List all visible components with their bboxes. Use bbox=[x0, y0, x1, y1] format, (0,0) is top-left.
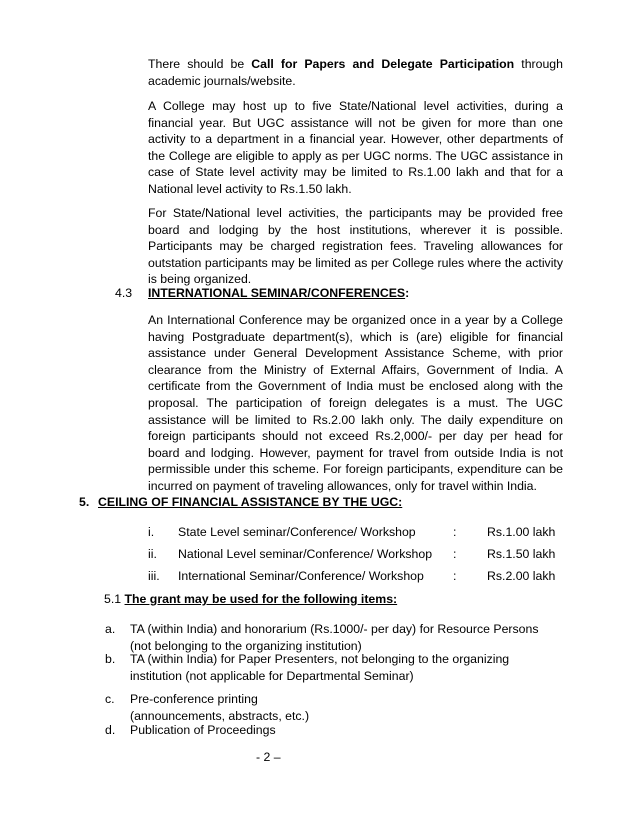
page-number: - 2 – bbox=[256, 750, 281, 764]
grant-item-line: TA (within India) and honorarium (Rs.1000/- per day) for Resource Persons bbox=[130, 622, 539, 636]
section-4-3-heading bbox=[148, 285, 409, 302]
ceiling-row-label: International Seminar/Conference/ Workshop bbox=[178, 569, 424, 583]
ceiling-row-amount: Rs.2.00 lakh bbox=[487, 569, 556, 583]
p1-text-before: There should be bbox=[148, 57, 252, 71]
international-conference-paragraph: An International Conference may be organized once in a year by a College having Postgraduate department(s), which is (are) eligible for financial assistance under General Development Assistance Scheme, with prior clearance from the Ministry of External Affairs, Government of India. A certificate from the Government of India must be enclosed along with the proposal. The participation of foreign delegates is a must. The UGC assistance will be limited to Rs.2.00 lakh only. The daily expenditure on foreign participants should not exceed Rs.2,000/- per day per head for board and lodging. However, payment for travel from outside India is not permissible under this scheme. For foreign participants, expenditure can be incurred on payment of traveling allowances, only for travel within India. bbox=[148, 313, 563, 493]
grant-item bbox=[130, 651, 509, 684]
state-national-limit-paragraph: A College may host up to five State/National level activities, during a financial year. But UGC assistance will not be given for more than one activity to a department in a financial year. However, other departments of the College are eligible to apply as per UGC norms. The UGC assistance in case of State level activity may be limited to Rs.1.00 lakh and that for a National level activity to Rs.1.50 lakh. bbox=[148, 99, 563, 196]
grant-item bbox=[130, 691, 309, 724]
call-for-papers-paragraph bbox=[148, 56, 563, 89]
ceiling-row-separator: : bbox=[453, 547, 457, 561]
section-5-1-heading-text: The grant may be used for the following items: bbox=[124, 592, 398, 606]
ceiling-row-number: i. bbox=[148, 525, 155, 539]
p1-text-after: through academic journals/website. bbox=[148, 57, 563, 88]
ceiling-row-amount: Rs.1.00 lakh bbox=[487, 525, 556, 539]
ceiling-row-amount: Rs.1.50 lakh bbox=[487, 547, 556, 561]
grant-item-line: Publication of Proceedings bbox=[130, 723, 276, 737]
grant-item-letter: a. bbox=[105, 622, 116, 636]
grant-item bbox=[130, 722, 276, 739]
ceiling-row-separator: : bbox=[453, 569, 457, 583]
grant-item bbox=[130, 621, 539, 654]
grant-item-line: (announcements, abstracts, etc.) bbox=[130, 708, 310, 723]
grant-item-line: institution (not applicable for Departmental Seminar) bbox=[130, 668, 414, 683]
ceiling-row bbox=[148, 568, 568, 585]
grant-item-line: (not belonging to the organizing institution) bbox=[130, 638, 362, 653]
ceiling-row bbox=[148, 546, 568, 563]
section-5-1-heading bbox=[104, 591, 397, 608]
ceiling-row bbox=[148, 524, 568, 541]
section-5-number: 5. bbox=[79, 495, 90, 509]
section-5-1-number: 5.1 bbox=[104, 592, 122, 606]
p1-bold-text: Call for Papers and Delegate Participation bbox=[251, 57, 515, 71]
ceiling-row-separator: : bbox=[453, 525, 457, 539]
ceiling-row-number: iii. bbox=[148, 569, 160, 583]
section-5-heading: CEILING OF FINANCIAL ASSISTANCE BY THE UGC: bbox=[98, 495, 403, 509]
section-4-3-heading-text: INTERNATIONAL SEMINAR/CONFERENCES bbox=[148, 286, 406, 300]
section-4-3-heading-colon: : bbox=[405, 286, 410, 300]
grant-item-letter: d. bbox=[105, 723, 116, 737]
grant-item-letter: c. bbox=[105, 692, 115, 706]
board-lodging-paragraph: For State/National level activities, the participants may be provided free board and lodging by the host institutions, wherever it is possible. Participants may be charged registration fees. Traveling allowances for outstation participants may be limited as per College rules where the activity is being organized. bbox=[148, 206, 563, 287]
ceiling-row-number: ii. bbox=[148, 547, 157, 561]
section-4-3-number: 4.3 bbox=[115, 286, 133, 300]
grant-item-line: TA (within India) for Paper Presenters, not belonging to the organizing bbox=[130, 652, 510, 666]
grant-item-line: Pre-conference printing bbox=[130, 692, 258, 706]
grant-item-letter: b. bbox=[105, 652, 116, 666]
ceiling-row-label: State Level seminar/Conference/ Workshop bbox=[178, 525, 416, 539]
ceiling-row-label: National Level seminar/Conference/ Workshop bbox=[178, 547, 433, 561]
